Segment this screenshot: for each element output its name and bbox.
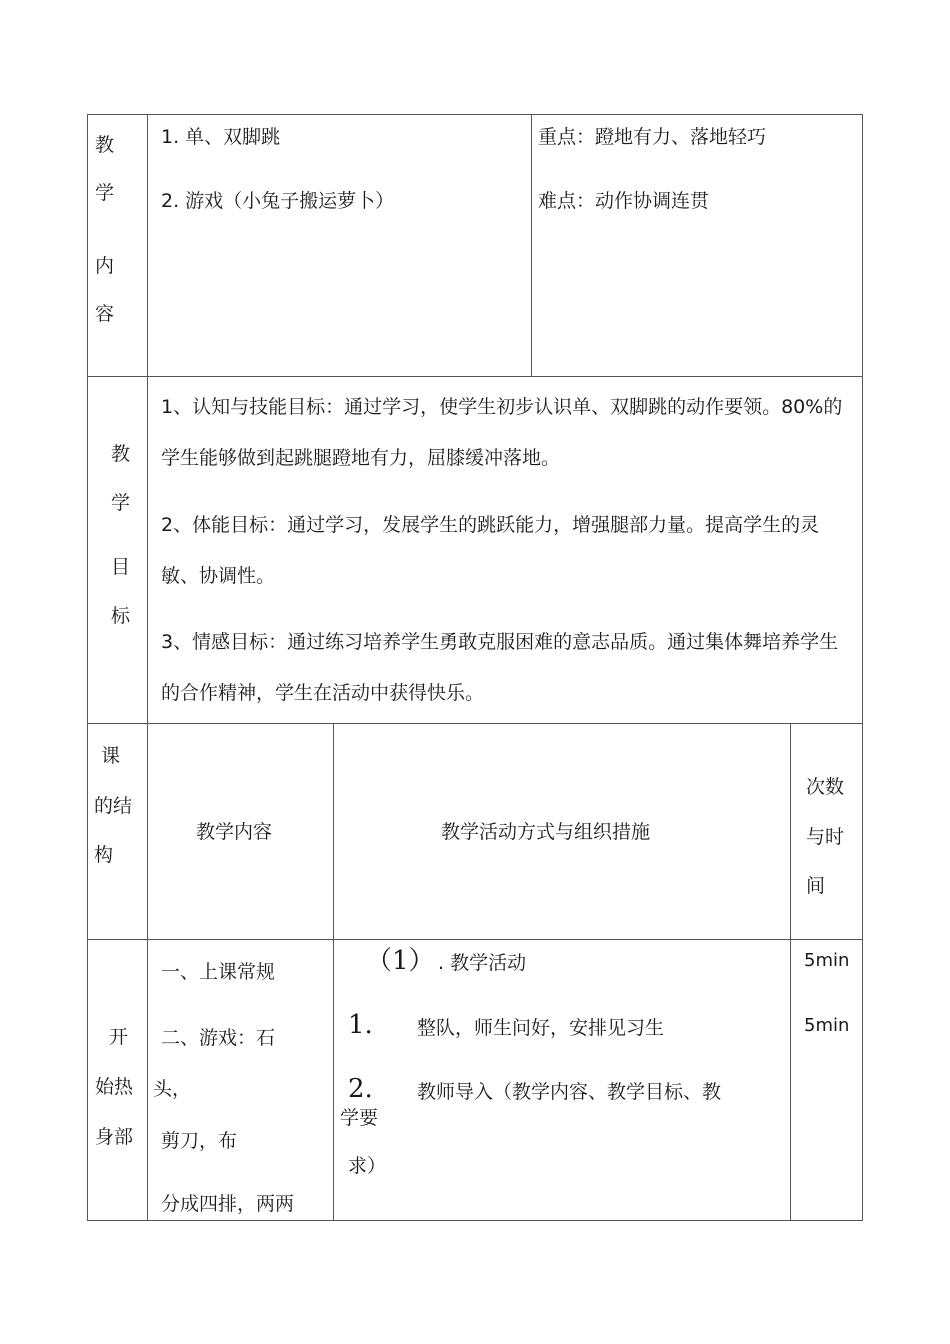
row-label-char: 容	[95, 303, 115, 325]
warmup-content-line: 头，	[153, 1078, 192, 1100]
row-divider	[87, 723, 863, 724]
row-label-char: 学	[111, 492, 131, 514]
row-label-char: 构	[94, 844, 114, 866]
row-label-char: 开	[109, 1026, 129, 1048]
row-label-char: 的结	[94, 795, 133, 817]
row-divider	[87, 376, 863, 377]
column-header-activity: 教学活动方式与组织措施	[441, 821, 651, 843]
goal-paragraph: 3、情感目标：通过练习培养学生勇敢克服困难的意志品质。通过集体舞培养学生的合作精神，学生在活动中获得快乐。	[161, 631, 839, 704]
row-label-char: 目	[111, 556, 131, 578]
step-number: 1.	[348, 1010, 373, 1040]
step-text: 整队，师生问好，安排见习生	[417, 1017, 665, 1039]
row-label-char: 课	[101, 745, 121, 767]
warmup-content-line: 一、上课常规	[161, 961, 276, 983]
column-divider	[790, 723, 791, 1221]
row-divider	[87, 939, 863, 940]
key-point: 重点：蹬地有力、落地轻巧	[538, 126, 767, 148]
warmup-content-line: 分成四排，两两	[161, 1193, 295, 1215]
goal-paragraph: 2、体能目标：通过学习，发展学生的跳跃能力，增强腿部力量。提高学生的灵敏、协调性。	[161, 514, 820, 587]
warmup-content-line: 剪刀，布	[161, 1130, 238, 1152]
label-column-divider	[147, 114, 148, 723]
step-text: 教师导入（教学内容、教学目标、教	[417, 1081, 722, 1103]
warmup-content-line: 二、游戏：石	[161, 1027, 276, 1049]
column-header-time: 与时	[806, 826, 845, 848]
row-label-char: 学	[95, 182, 115, 204]
difficulty: 难点：动作协调连贯	[538, 190, 710, 212]
content-item: 1. 单、双脚跳	[161, 126, 281, 148]
activity-title-number: （1）	[366, 946, 435, 976]
row-label-char: 教	[95, 134, 115, 156]
time-value: 5min	[804, 950, 850, 971]
time-value: 5min	[804, 1015, 850, 1036]
row-label-char: 教	[111, 443, 131, 465]
column-divider	[531, 114, 532, 376]
step-number: 2.	[348, 1074, 373, 1104]
row-label-char: 身部	[95, 1126, 134, 1148]
label-column-divider	[147, 723, 148, 1221]
goal-paragraph: 1、认知与技能目标：通过学习，使学生初步认识单、双脚跳的动作要领。80%的学生能够做到起跳腿蹬地有力，屈膝缓冲落地。	[161, 396, 843, 469]
step-text-continued: 求）	[348, 1155, 387, 1177]
column-header-time: 次数	[806, 776, 845, 798]
column-header-content: 教学内容	[196, 821, 273, 843]
content-item: 2. 游戏（小兔子搬运萝卜）	[161, 190, 395, 212]
step-text-continued: 学要	[340, 1107, 379, 1129]
row-label-char: 标	[111, 605, 131, 627]
row-label-char: 始热	[95, 1076, 134, 1098]
row-label-char: 内	[95, 255, 115, 277]
column-divider	[333, 723, 334, 1221]
activity-title-text: . 教学活动	[438, 952, 527, 974]
column-header-time: 间	[806, 875, 826, 897]
